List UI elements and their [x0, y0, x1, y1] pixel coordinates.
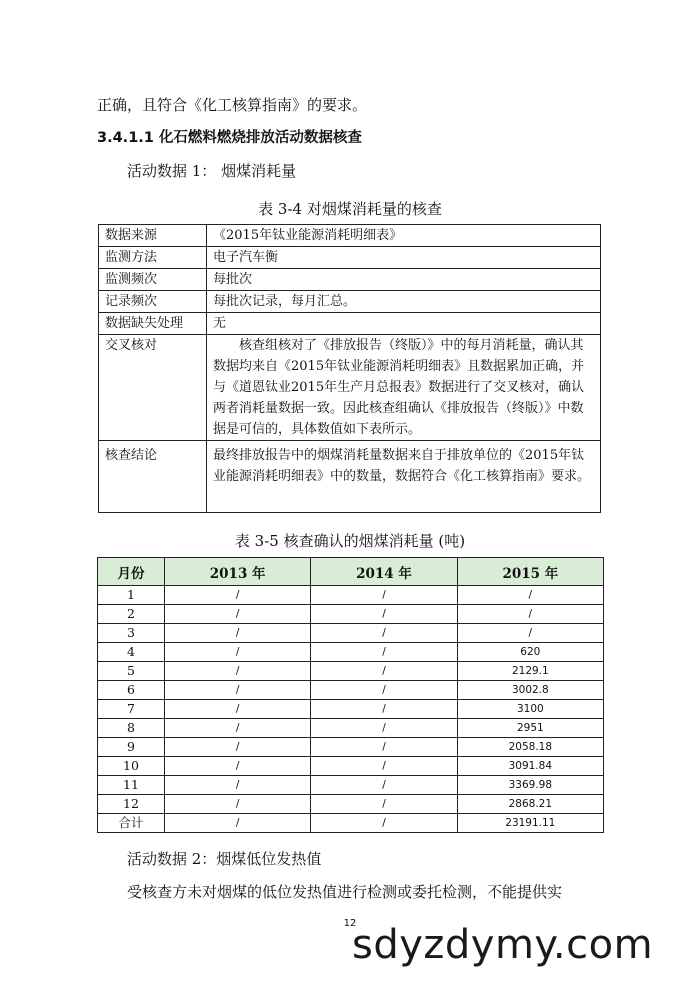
- watermark: sdyzdymy.com: [352, 922, 654, 968]
- value-cell: 3002.8: [457, 681, 603, 700]
- month-cell: 12: [98, 795, 165, 814]
- last-line: 受核查方未对烟煤的低位发热值进行检测或委托检测，不能提供实: [127, 883, 563, 901]
- month-cell: 3: [98, 624, 165, 643]
- row-value: 每批次记录，每月汇总。: [207, 291, 601, 313]
- value-cell: /: [165, 776, 311, 795]
- value-cell: 2868.21: [457, 795, 603, 814]
- value-cell: /: [165, 795, 311, 814]
- table-row: [98, 681, 604, 700]
- month-cell: 10: [98, 757, 165, 776]
- value-cell: /: [165, 814, 311, 833]
- month-cell: 6: [98, 681, 165, 700]
- value-cell: /: [165, 624, 311, 643]
- value-cell: 2951: [457, 719, 603, 738]
- row-value: 最终排放报告中的烟煤消耗量数据来自于排放单位的《2015年钛业能源消耗明细表》中的数量，数据符合《化工核算指南》要求。: [207, 441, 601, 513]
- value-cell: /: [165, 757, 311, 776]
- table-header-row: [98, 558, 604, 586]
- value-cell: 3369.98: [457, 776, 603, 795]
- value-cell: 3100: [457, 700, 603, 719]
- value-cell: 23191.11: [457, 814, 603, 833]
- row-key: 监测频次: [99, 269, 207, 291]
- month-cell: 8: [98, 719, 165, 738]
- header-2014: 2014 年: [311, 558, 457, 586]
- value-cell: /: [311, 681, 457, 700]
- table-row: [99, 335, 601, 441]
- header-2013: 2013 年: [165, 558, 311, 586]
- month-cell: 9: [98, 738, 165, 757]
- value-cell: /: [165, 605, 311, 624]
- value-cell: /: [165, 643, 311, 662]
- header-2015: 2015 年: [457, 558, 603, 586]
- header-month: 月份: [98, 558, 165, 586]
- month-cell: 2: [98, 605, 165, 624]
- value-cell: /: [165, 738, 311, 757]
- table-row: [98, 662, 604, 681]
- month-cell: 11: [98, 776, 165, 795]
- value-cell: /: [165, 586, 311, 605]
- row-key: 数据缺失处理: [99, 313, 207, 335]
- row-key: 交叉核对: [99, 335, 207, 441]
- table-row: [98, 814, 604, 833]
- table-row: [98, 605, 604, 624]
- value-cell: /: [457, 586, 603, 605]
- table-row: [98, 757, 604, 776]
- value-cell: /: [311, 700, 457, 719]
- row-value: 核查组核对了《排放报告（终版）》中的每月消耗量，确认其数据均来自《2015年钛业能源消耗明细表》且数据累加正确，并与《道恩钛业2015年生产月总报表》数据进行了交叉核对，确认两者消耗量数据一致。因此核查组确认《排放报告（终版）》中数据是可信的，具体数值如下表所示。: [207, 335, 601, 441]
- value-cell: /: [457, 624, 603, 643]
- table-row: [98, 700, 604, 719]
- row-key: 数据来源: [99, 225, 207, 247]
- month-cell: 合计: [98, 814, 165, 833]
- row-key: 核查结论: [99, 441, 207, 513]
- month-cell: 5: [98, 662, 165, 681]
- activity-data-1: 活动数据 1： 烟煤消耗量: [127, 162, 297, 180]
- row-value: 电子汽车衡: [207, 247, 601, 269]
- table-row: [98, 776, 604, 795]
- page-number: 12: [343, 918, 357, 929]
- table-row: [99, 225, 601, 247]
- row-value: 无: [207, 313, 601, 335]
- value-cell: /: [165, 681, 311, 700]
- table-row: [99, 313, 601, 335]
- table-row: [98, 719, 604, 738]
- table-row: [99, 441, 601, 513]
- activity-data-2: 活动数据 2：烟煤低位发热值: [127, 850, 322, 868]
- value-cell: /: [311, 624, 457, 643]
- row-value: 《2015年钛业能源消耗明细表》: [207, 225, 601, 247]
- table-row: [99, 269, 601, 291]
- value-cell: /: [311, 586, 457, 605]
- table1-caption: 表 3-4 对烟煤消耗量的核查: [258, 200, 442, 218]
- value-cell: 620: [457, 643, 603, 662]
- value-cell: 2129.1: [457, 662, 603, 681]
- table-row: [98, 624, 604, 643]
- table-row: [98, 795, 604, 814]
- value-cell: /: [311, 643, 457, 662]
- value-cell: /: [311, 776, 457, 795]
- table-row: [99, 247, 601, 269]
- month-cell: 4: [98, 643, 165, 662]
- row-key: 监测方法: [99, 247, 207, 269]
- value-cell: 2058.18: [457, 738, 603, 757]
- consumption-table: [97, 557, 604, 833]
- value-cell: /: [165, 719, 311, 738]
- month-cell: 1: [98, 586, 165, 605]
- table-row: [98, 643, 604, 662]
- value-cell: /: [311, 757, 457, 776]
- intro-line: 正确，且符合《化工核算指南》的要求。: [97, 96, 368, 114]
- value-cell: /: [311, 814, 457, 833]
- value-cell: /: [165, 700, 311, 719]
- value-cell: /: [311, 719, 457, 738]
- value-cell: /: [311, 738, 457, 757]
- table-row: [99, 291, 601, 313]
- table-row: [98, 738, 604, 757]
- value-cell: 3091.84: [457, 757, 603, 776]
- month-cell: 7: [98, 700, 165, 719]
- table-row: [98, 586, 604, 605]
- value-cell: /: [165, 662, 311, 681]
- row-key: 记录频次: [99, 291, 207, 313]
- verification-table: [98, 224, 601, 513]
- value-cell: /: [311, 605, 457, 624]
- table2-caption: 表 3-5 核查确认的烟煤消耗量 (吨): [234, 532, 466, 550]
- row-value: 每批次: [207, 269, 601, 291]
- value-cell: /: [457, 605, 603, 624]
- section-heading: 3.4.1.1 化石燃料燃烧排放活动数据核查: [97, 130, 362, 146]
- value-cell: /: [311, 795, 457, 814]
- value-cell: /: [311, 662, 457, 681]
